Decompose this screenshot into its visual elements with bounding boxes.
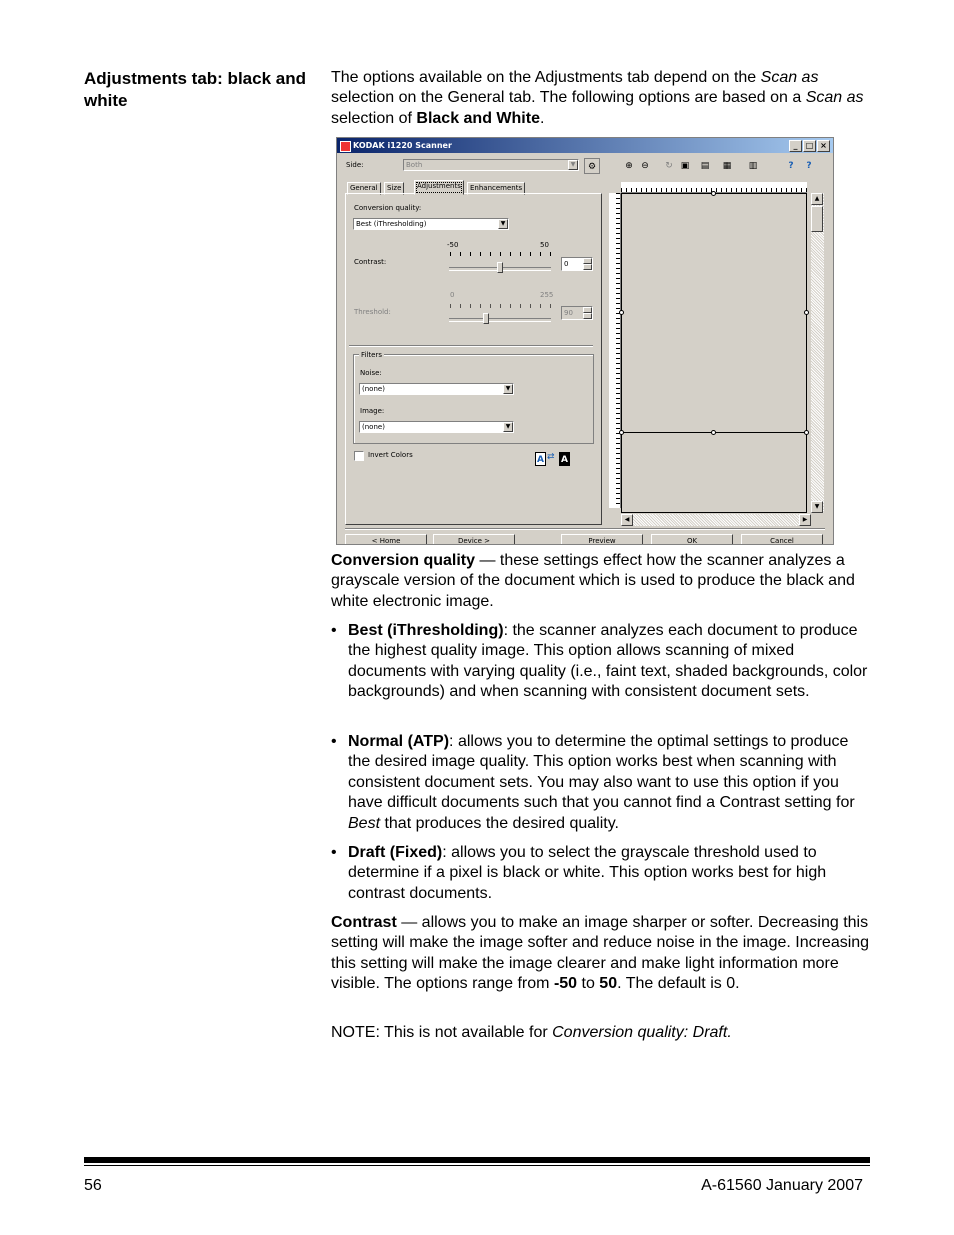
chevron-down-icon: ▼ — [503, 422, 513, 432]
preview-area[interactable] — [621, 193, 807, 513]
noise-value: (none) — [362, 385, 385, 393]
kodak-app-icon — [340, 141, 351, 152]
invert-colors-checkbox[interactable] — [354, 451, 364, 461]
document-id: A-61560 January 2007 — [701, 1177, 863, 1194]
crop-handle[interactable] — [619, 430, 624, 435]
crop-handle[interactable] — [619, 310, 624, 315]
spin-down-icon[interactable] — [583, 264, 592, 270]
contrast-max-label: 50 — [540, 241, 549, 249]
dialog-title: KODAK i1220 Scanner — [353, 141, 452, 150]
invert-colors-label: Invert Colors — [368, 451, 413, 459]
crop-handle[interactable] — [804, 310, 809, 315]
threshold-slider-thumb — [483, 313, 489, 324]
threshold-slider-track — [449, 318, 551, 322]
preview-vertical-scrollbar[interactable] — [811, 193, 824, 513]
contrast-spinner[interactable] — [561, 257, 593, 271]
zoom-out-icon[interactable]: ⊖ — [641, 161, 649, 171]
help-icon[interactable]: ? — [788, 161, 794, 171]
conversion-quality-label: Conversion quality: — [354, 204, 422, 212]
footer-rule — [84, 1157, 870, 1163]
crop-handle[interactable] — [711, 430, 716, 435]
scanner-dialog-screenshot — [336, 137, 834, 545]
threshold-ticks — [450, 304, 551, 308]
tab-enhancements[interactable]: Enhancements — [467, 182, 525, 195]
side-label: Side: — [346, 161, 364, 169]
image-value: (none) — [362, 423, 385, 431]
preview-horizontal-scrollbar[interactable] — [621, 514, 811, 526]
chevron-down-icon: ▼ — [498, 219, 508, 229]
copy-image-icon[interactable]: ▦ — [722, 161, 732, 171]
conversion-quality-select[interactable] — [353, 218, 509, 230]
contrast-ticks — [450, 252, 551, 256]
conversion-quality-value: Best (iThresholding) — [356, 220, 427, 228]
scroll-up-icon[interactable]: ▲ — [811, 193, 823, 205]
device-button[interactable]: Device > — [433, 534, 515, 545]
bullet-icon: • — [331, 733, 337, 750]
threshold-value: 90 — [564, 309, 573, 317]
invert-preview-inverted-icon: A — [559, 452, 570, 466]
contrast-min-label: -50 — [447, 241, 459, 249]
bullet-icon: • — [331, 622, 337, 639]
image-select[interactable] — [359, 421, 514, 433]
bullet-normal: • Normal (ATP): allows you to determine the optimal settings to produce the desired image quality. This option works best when scanning with consistent document sets. You may also want to use this option if you have difficult documents such that you cannot find a Contrast setting for Best that produces the desired quality. — [331, 733, 855, 832]
scroll-right-icon[interactable]: ▶ — [799, 514, 811, 526]
section-heading: Adjustments tab: black and white — [84, 69, 306, 110]
spin-down-icon — [583, 313, 592, 319]
bullet-best: • Best (iThresholding): the scanner analyzes each document to produce the highest quality image. This option allows scanning of mixed documents with varying quality (i.e., faint text, shaded backgrounds, color backgrounds) and when scanning with consistent document sets. — [331, 622, 868, 701]
vertical-ruler — [609, 193, 621, 508]
scroll-thumb[interactable] — [811, 206, 823, 232]
threshold-spinner — [561, 306, 593, 320]
side-value: Both — [406, 161, 423, 169]
contrast-paragraph: Contrast — allows you to make an image sharper or softer. Decreasing this setting will make the image softer and reduce noise in the image. Increasing this setting will make the image clearer and make light information more visible. The options range from -50 to 50. The default is 0. — [331, 914, 870, 993]
context-help-icon[interactable]: ? — [806, 161, 812, 171]
noise-label: Noise: — [360, 369, 382, 377]
conversion-quality-paragraph: Conversion quality — these settings effect how the scanner analyzes a grayscale version of the document which is used to produce the black and white electronic image. — [331, 552, 855, 610]
footer-rule-thin — [84, 1165, 870, 1166]
layout-menu-icon[interactable]: ▥ — [748, 161, 758, 171]
contrast-value: 0 — [564, 260, 569, 268]
scroll-left-icon[interactable]: ◀ — [621, 514, 633, 526]
scroll-down-icon[interactable]: ▼ — [811, 501, 823, 513]
crop-handle[interactable] — [804, 430, 809, 435]
ok-button[interactable]: OK — [651, 534, 733, 545]
crop-handle[interactable] — [711, 191, 716, 196]
dialog-titlebar — [337, 138, 833, 153]
contrast-slider-thumb[interactable] — [497, 262, 503, 273]
home-button[interactable]: < Home — [345, 534, 427, 545]
threshold-max-label: 255 — [540, 291, 554, 299]
chevron-down-icon: ▼ — [503, 384, 513, 394]
noise-select[interactable] — [359, 383, 514, 395]
bullet-icon: • — [331, 844, 337, 861]
side-select[interactable] — [403, 159, 579, 171]
button-divider — [345, 528, 825, 530]
tab-size[interactable]: Size — [384, 182, 404, 195]
swap-icon: ⇄ — [547, 452, 555, 462]
panel-divider — [349, 345, 593, 347]
tab-adjustments[interactable]: Adjustments — [414, 180, 464, 195]
tab-general[interactable]: General — [347, 182, 381, 195]
threshold-label: Threshold: — [354, 308, 391, 316]
threshold-min-label: 0 — [450, 291, 455, 299]
scanner-settings-icon[interactable]: ⚙ — [584, 158, 600, 174]
zoom-in-icon[interactable]: ⊕ — [625, 161, 633, 171]
maximize-icon[interactable]: □ — [803, 140, 816, 152]
minimize-icon[interactable]: _ — [789, 140, 802, 152]
filters-label: Filters — [361, 351, 382, 359]
contrast-label: Contrast: — [354, 258, 387, 266]
invert-preview-normal-icon: A — [535, 452, 546, 466]
cancel-button[interactable]: Cancel — [741, 534, 823, 545]
fit-page-icon[interactable]: ▣ — [680, 161, 690, 171]
image-menu-icon[interactable]: ▤ — [700, 161, 710, 171]
rotate-icon: ↻ — [665, 161, 673, 171]
preview-button[interactable]: Preview — [561, 534, 643, 545]
page-number: 56 — [84, 1177, 102, 1194]
intro-paragraph: The options available on the Adjustments tab depend on the Scan as selection on the General tab. The following options are based on a Scan as selection of Black and White. — [331, 69, 864, 127]
note-paragraph: NOTE: This is not available for Conversion quality: Draft. — [331, 1024, 732, 1041]
close-icon[interactable]: × — [817, 140, 830, 152]
bullet-draft: • Draft (Fixed): allows you to select the grayscale threshold used to determine if a pixel is black or white. This option works best for high contrast documents. — [331, 844, 827, 902]
chevron-down-icon: ▼ — [568, 160, 578, 170]
image-label: Image: — [360, 407, 385, 415]
